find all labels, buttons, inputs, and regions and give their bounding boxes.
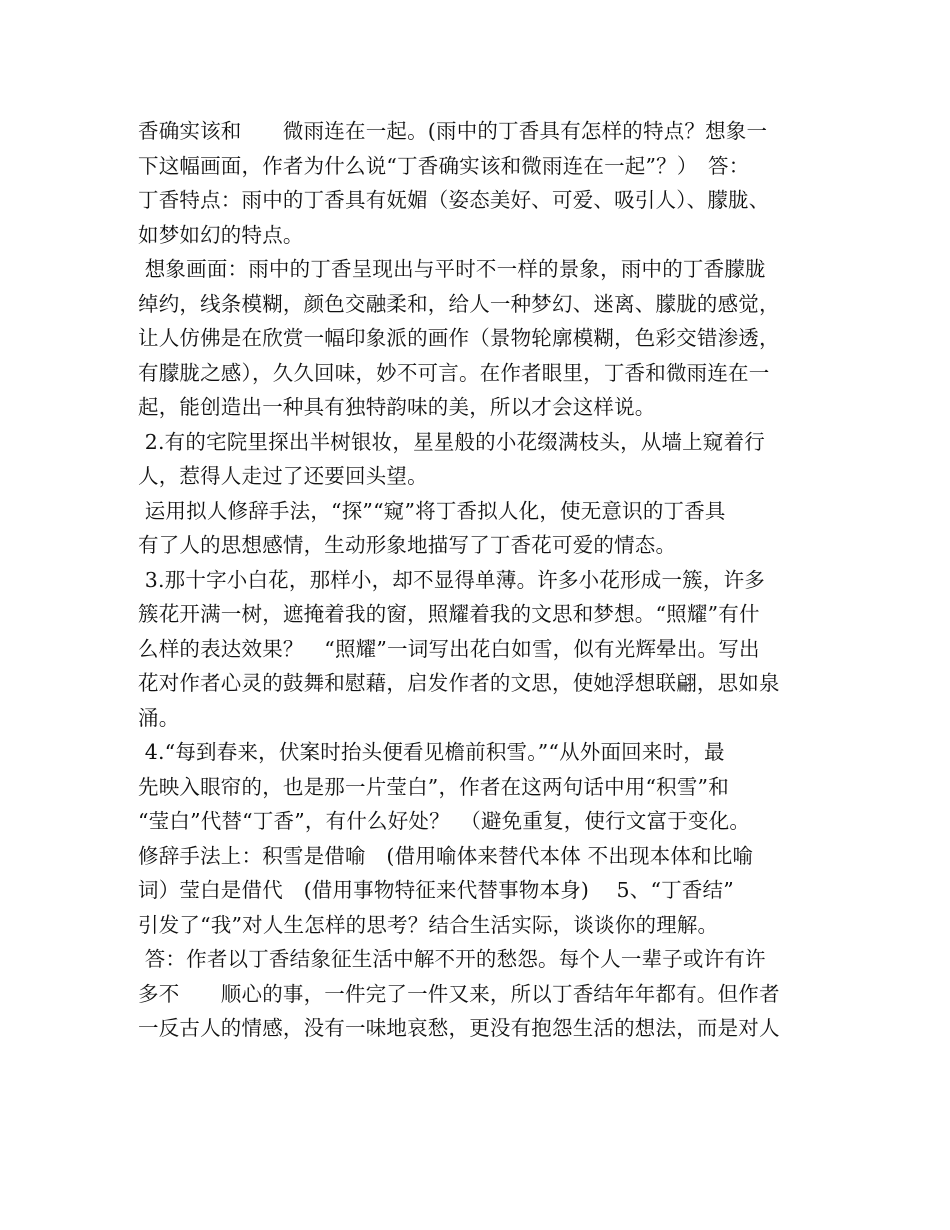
text-line: 3.那十字小白花，那样小，却不显得单薄。许多小花形成一簇，许多 — [138, 567, 765, 592]
text-line: 修辞手法上：积雪是借喻 (借用喻体来替代本体 不出现本体和比喻 — [138, 843, 754, 868]
text-line: 绰约，线条模糊，颜色交融柔和，给人一种梦幻、迷离、朦胧的感觉， — [138, 291, 780, 316]
text-line: 让人仿佛是在欣赏一幅印象派的画作（景物轮廓模糊，色彩交错渗透， — [138, 326, 780, 350]
text-line: 2.有的宅院里探出半树银妆，星星般的小花缀满枝头，从墙上窥着行 — [138, 429, 765, 454]
text-line: 么样的表达效果？ “照耀”一词写出花白如雪，似有光辉晕出。写出 — [138, 636, 760, 661]
text-line: 引发了“我”对人生怎样的思考？结合生活实际，谈谈你的理解。 — [138, 912, 719, 937]
text-line: 如梦如幻的特点。 — [138, 222, 304, 247]
text-line: 多不 顺心的事，一件完了一件又来，所以丁香结年年都有。但作者 — [138, 981, 780, 1006]
text-line: 4.“每到春来，伏案时抬头便看见檐前积雪。”“从外面回来时，最 — [138, 740, 725, 764]
text-line: 想象画面：雨中的丁香呈现出与平时不一样的景象，雨中的丁香朦胧 — [138, 257, 766, 281]
text-line: 运用拟人修辞手法，“探”“窥”将丁香拟人化，使无意识的丁香具 — [138, 498, 726, 523]
text-line: 簇花开满一树，遮掩着我的窗，照耀着我的文思和梦想。“照耀”有什 — [138, 602, 760, 626]
text-line: 丁香特点：雨中的丁香具有妩媚（姿态美好、可爱、吸引人）、朦胧、 — [138, 188, 770, 212]
document-body — [138, 114, 838, 1046]
text-line: 起，能创造出一种具有独特韵味的美，所以才会这样说。 — [138, 395, 656, 419]
text-line: 有了人的思想感情，生动形象地描写了丁香花可爱的情态。 — [138, 533, 677, 557]
text-line: 下这幅画面，作者为什么说“丁香确实该和微雨连在一起”？） 答： — [138, 153, 750, 178]
text-line: 香确实该和 微雨连在一起。(雨中的丁香具有怎样的特点？想象一 — [138, 119, 768, 143]
text-line: “莹白”代替“丁香”，有什么好处？ （避免重复，使行文富于变化。 — [138, 809, 751, 833]
text-line: 涌。 — [138, 705, 180, 730]
text-line: 花对作者心灵的鼓舞和慰藉，启发作者的文思，使她浮想联翩，思如泉 — [138, 671, 780, 695]
text-line: 先映入眼帘的，也是那一片莹白”，作者在这两句话中用“积雪”和 — [138, 774, 729, 799]
text-line: 答：作者以丁香结象征生活中解不开的愁怨。每个人一辈子或许有许 — [138, 947, 766, 971]
text-line: 人，惹得人走过了还要回头望。 — [138, 464, 428, 488]
text-line: 词）莹白是借代 (借用事物特征来代替事物本身) 5、“丁香结” — [138, 878, 734, 902]
text-line: 有朦胧之感），久久回味，妙不可言。在作者眼里，丁香和微雨连在一 — [138, 360, 770, 385]
text-line: 一反古人的情感，没有一味地哀愁，更没有抱怨生活的想法，而是对人 — [138, 1016, 780, 1040]
